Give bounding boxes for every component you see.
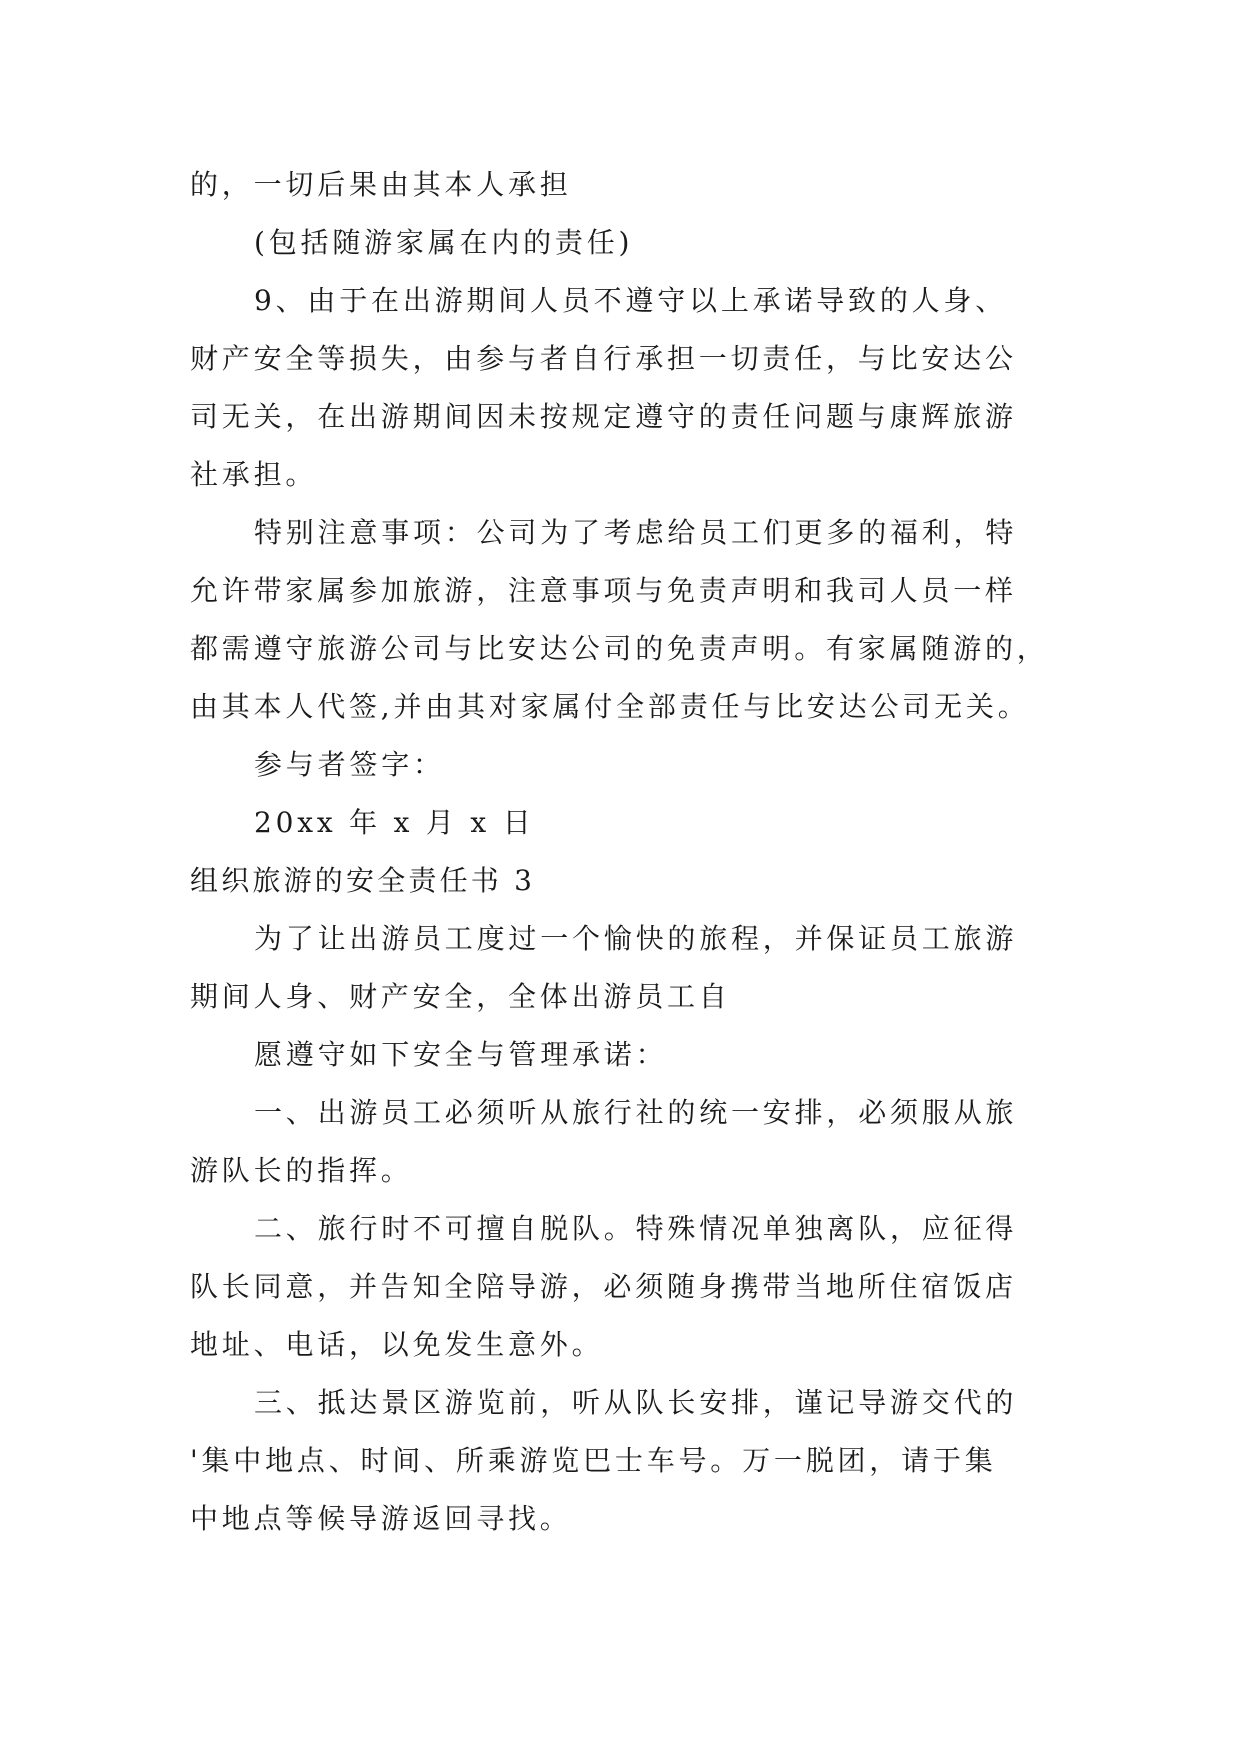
text-line: 允许带家属参加旅游，注意事项与免责声明和我司人员一样 (190, 574, 1017, 607)
text-line: 社承担。 (190, 458, 318, 491)
text-line: 特别注意事项：公司为了考虑给员工们更多的福利，特 (254, 516, 1018, 549)
text-line: 的，一切后果由其本人承担 (190, 168, 572, 201)
text-line: 队长同意，并告知全陪导游，必须随身携带当地所住宿饭店 (190, 1270, 1017, 1303)
section-heading: 组织旅游的安全责任书 3 (190, 864, 536, 897)
text-line: '集中地点、时间、所乘游览巴士车号。万一脱团，请于集 (190, 1444, 997, 1477)
text-line: 三、抵达景区游览前，听从队长安排，谨记导游交代的 (254, 1386, 1018, 1419)
text-line: 地址、电话，以免发生意外。 (190, 1328, 604, 1361)
text-line: 期间人身、财产安全，全体出游员工自 (190, 980, 731, 1013)
text-line: 财产安全等损失，由参与者自行承担一切责任，与比安达公 (190, 342, 1017, 375)
text-line: 一、出游员工必须听从旅行社的统一安排，必须服从旅 (254, 1096, 1018, 1129)
text-line: 游队长的指挥。 (190, 1154, 413, 1187)
text-line: 司无关，在出游期间因未按规定遵守的责任问题与康辉旅游 (190, 400, 1017, 433)
date-line: 20xx 年 x 月 x 日 (254, 806, 535, 839)
text-line: 9、由于在出游期间人员不遵守以上承诺导致的人身、 (254, 284, 1008, 317)
text-line: 二、旅行时不可擅自脱队。特殊情况单独离队，应征得 (254, 1212, 1018, 1245)
signature-label: 参与者签字： (254, 748, 445, 781)
text-line: 中地点等候导游返回寻找。 (190, 1502, 572, 1535)
text-line: 由其本人代签,并由其对家属付全部责任与比安达公司无关。 (190, 690, 1030, 723)
text-line: 为了让出游员工度过一个愉快的旅程，并保证员工旅游 (254, 922, 1018, 955)
document-body (190, 156, 1050, 1548)
text-line: 愿遵守如下安全与管理承诺： (254, 1038, 668, 1071)
text-line: 都需遵守旅游公司与比安达公司的免责声明。有家属随游的， (190, 632, 1049, 665)
text-line: (包括随游家属在内的责任) (254, 226, 634, 259)
